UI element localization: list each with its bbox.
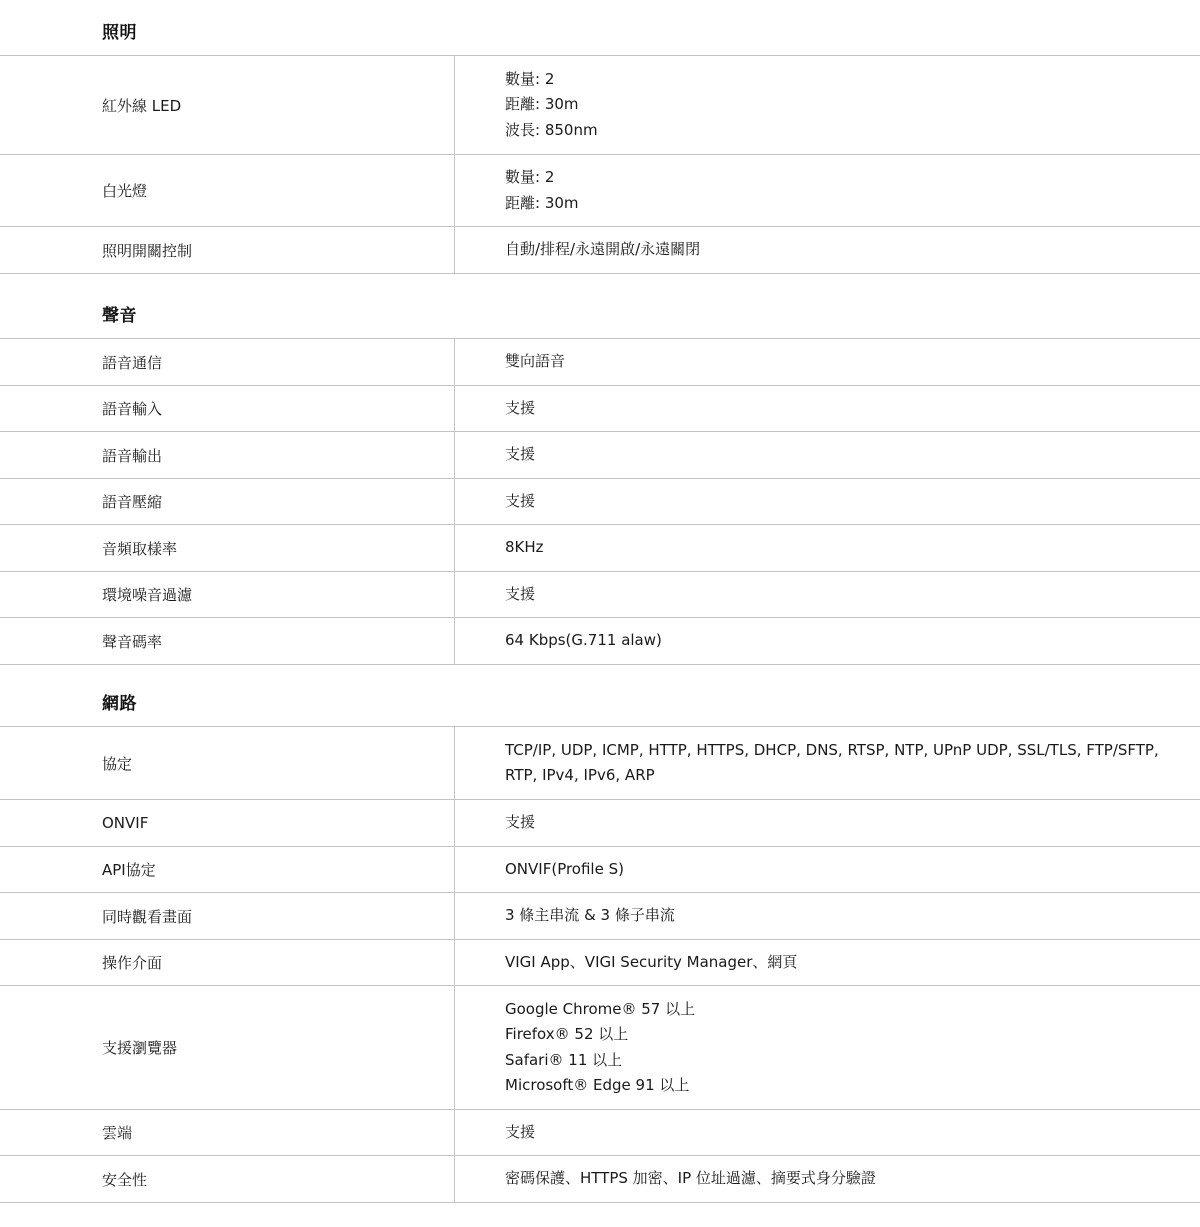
spec-value-line: Google Chrome® 57 以上 [505, 999, 696, 1018]
spec-value-line: 距離: 30m [505, 193, 579, 212]
spec-value [455, 386, 1200, 431]
spec-value [455, 155, 1200, 226]
spec-value-line: VIGI App、VIGI Security Manager、網頁 [505, 952, 798, 971]
spec-row [0, 155, 1200, 227]
spec-value-line: TCP/IP, UDP, ICMP, HTTP, HTTPS, DHCP, DNS, RTSP, NTP, UPnP UDP, SSL/TLS, FTP/SFTP, RTP, IPv4, IPv6, ARP [505, 740, 1159, 784]
spec-row [0, 727, 1200, 800]
spec-row [0, 1110, 1200, 1156]
spec-row [0, 1156, 1200, 1203]
spec-label: 協定 [0, 727, 455, 799]
spec-label: 安全性 [0, 1156, 455, 1202]
spec-row [0, 525, 1200, 572]
spec-value-line: Firefox® 52 以上 [505, 1025, 629, 1043]
spec-label: 聲音碼率 [0, 618, 455, 664]
spec-value [455, 800, 1200, 846]
spec-value [455, 986, 1200, 1109]
spec-row [0, 572, 1200, 618]
spec-label: 音頻取樣率 [0, 525, 455, 571]
spec-label: 操作介面 [0, 940, 455, 985]
spec-value-line: 3 條主串流 & 3 條子串流 [505, 906, 675, 925]
section-heading-lighting: 照明 [102, 23, 137, 43]
spec-value-line: 自動/排程/永遠開啟/永遠關閉 [505, 240, 701, 259]
spec-row [0, 432, 1200, 479]
spec-value [455, 727, 1200, 799]
spec-label: 紅外線 LED [0, 56, 455, 154]
spec-label: 照明開關控制 [0, 227, 455, 273]
spec-table-network [0, 726, 1200, 1203]
spec-row [0, 479, 1200, 525]
spec-value [455, 1156, 1200, 1202]
spec-value-line: 數量: 2 [505, 69, 555, 88]
spec-value [455, 893, 1200, 939]
spec-label: 語音壓縮 [0, 479, 455, 524]
spec-label: ONVIF [0, 800, 455, 846]
spec-value [455, 1110, 1200, 1155]
spec-value [455, 479, 1200, 524]
spec-value-line: 64 Kbps(G.711 alaw) [505, 631, 662, 650]
spec-label: 支援瀏覽器 [0, 986, 455, 1109]
spec-label: 語音輸入 [0, 386, 455, 431]
spec-row [0, 893, 1200, 940]
spec-value [455, 618, 1200, 664]
spec-value-line: 支援 [505, 1122, 536, 1141]
spec-value [455, 525, 1200, 571]
spec-value-line: 距離: 30m [505, 95, 579, 114]
spec-value-line: 支援 [505, 445, 536, 464]
spec-row [0, 940, 1200, 986]
spec-label: 環境噪音過濾 [0, 572, 455, 617]
spec-value [455, 572, 1200, 617]
spec-row [0, 227, 1200, 274]
spec-value-line: 波長: 850nm [505, 120, 598, 139]
section-heading-network: 網路 [102, 694, 137, 714]
spec-value-line: 支援 [505, 813, 536, 832]
spec-label: 同時觀看畫面 [0, 893, 455, 939]
spec-label: 語音輸出 [0, 432, 455, 478]
spec-label: 雲端 [0, 1110, 455, 1155]
spec-value-line: ONVIF(Profile S) [505, 859, 624, 878]
spec-label: 語音通信 [0, 339, 455, 385]
spec-value-line: Safari® 11 以上 [505, 1050, 623, 1069]
spec-row [0, 847, 1200, 893]
spec-value [455, 940, 1200, 985]
spec-value-line: 支援 [505, 398, 536, 417]
spec-row [0, 618, 1200, 665]
spec-row [0, 386, 1200, 432]
spec-value [455, 339, 1200, 385]
spec-value-line: 支援 [505, 584, 536, 603]
spec-value-line: 8KHz [505, 538, 544, 557]
spec-label: API協定 [0, 847, 455, 892]
spec-row [0, 986, 1200, 1110]
spec-row [0, 800, 1200, 847]
spec-value-line: 密碼保護、HTTPS 加密、IP 位址過濾、摘要式身分驗證 [505, 1169, 876, 1188]
spec-value [455, 847, 1200, 892]
spec-value-line: 雙向語音 [505, 352, 566, 371]
spec-value-line: 數量: 2 [505, 168, 555, 186]
spec-value [455, 432, 1200, 478]
spec-table-lighting [0, 55, 1200, 274]
spec-value-line: Microsoft® Edge 91 以上 [505, 1076, 690, 1094]
spec-table-audio [0, 338, 1200, 665]
spec-value [455, 227, 1200, 273]
spec-label: 白光燈 [0, 155, 455, 226]
spec-row [0, 56, 1200, 155]
spec-row [0, 339, 1200, 386]
section-heading-audio: 聲音 [102, 306, 137, 326]
spec-value [455, 56, 1200, 154]
spec-value-line: 支援 [505, 491, 536, 510]
